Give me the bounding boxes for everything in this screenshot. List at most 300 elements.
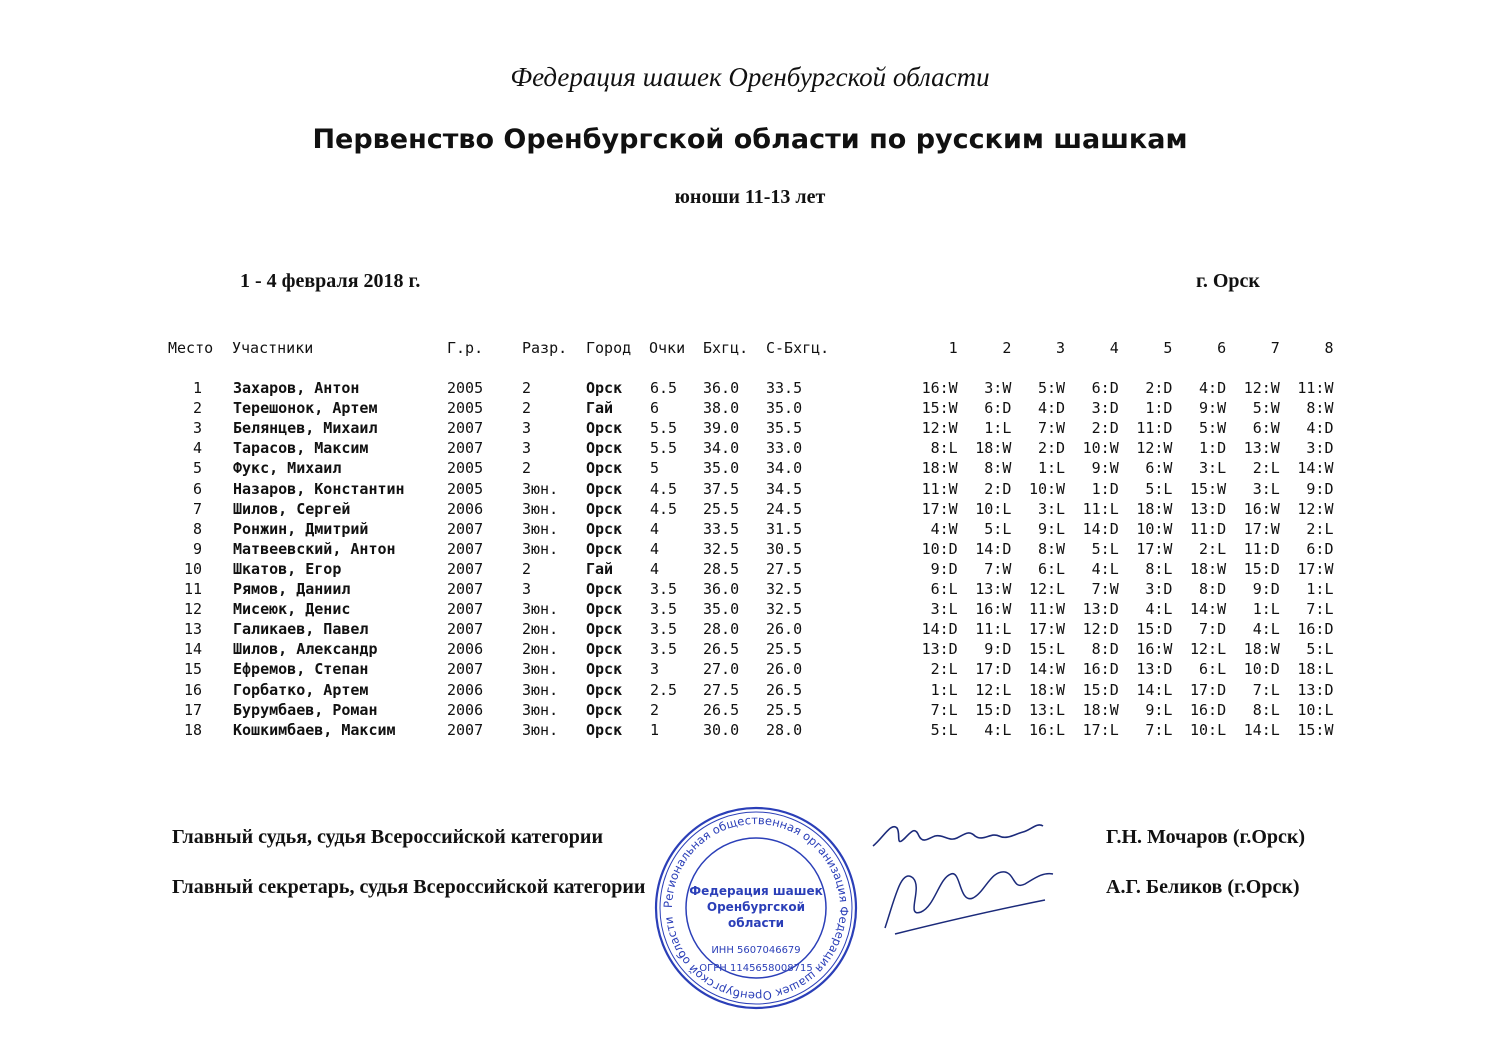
cell-round-result: 4:W	[930, 519, 958, 538]
cell-points: 6.5	[650, 379, 678, 397]
cell-round-result: 9:D	[1252, 580, 1280, 598]
cell-bh: 30.0	[703, 720, 740, 739]
cell-city: Орск	[586, 580, 623, 598]
cell-round-result: 9:W	[1091, 459, 1119, 478]
cell-round-result: 14:D	[975, 539, 1012, 558]
cell-city: Орск	[586, 519, 623, 538]
cell-round-result: 16:D	[1082, 660, 1119, 679]
cell-year: 2007	[447, 439, 484, 458]
cell-round-result: 17:W	[1243, 519, 1280, 538]
cell-round-result: 12:L	[1028, 580, 1066, 598]
cell-points: 4.5	[650, 479, 678, 498]
round-results	[904, 378, 1334, 398]
stamp-center-line1: Федерация шашек	[689, 884, 823, 898]
cell-round-result: 2:L	[1306, 519, 1334, 538]
cell-sbh: 33.5	[766, 379, 803, 397]
cell-round-result: 11:L	[1082, 499, 1119, 518]
cell-round-result: 9:L	[1037, 519, 1066, 538]
cell-city: Орск	[586, 459, 623, 478]
cell-round-result: 6:D	[984, 399, 1012, 418]
cell-round-result: 10:L	[1297, 700, 1334, 719]
cell-round-result: 1:D	[1091, 479, 1119, 498]
cell-rank: 2	[522, 399, 532, 418]
cell-year: 2007	[447, 519, 484, 538]
cell-round-result: 5:L	[1306, 640, 1334, 659]
cell-round-result: 1:L	[984, 419, 1012, 438]
cell-place: 4	[192, 439, 202, 458]
cell-round-result: 13:D	[921, 640, 958, 659]
cell-round-result: 15:D	[1136, 620, 1173, 639]
cell-round-result: 18:W	[975, 439, 1012, 458]
cell-round-result: 18:W	[1082, 700, 1119, 719]
cell-rank: 3юн.	[522, 680, 559, 699]
col-header-round: 5	[1163, 339, 1173, 357]
cell-round-result: 16:W	[921, 379, 958, 397]
stamp-center-line3: области	[728, 916, 784, 930]
cell-round-result: 12:L	[1190, 640, 1227, 659]
cell-place: 15	[183, 660, 202, 679]
cell-place: 5	[192, 459, 202, 478]
cell-round-result: 14:L	[1243, 720, 1280, 739]
cell-round-result: 15:W	[1190, 479, 1227, 498]
cell-rank: 3юн.	[522, 499, 559, 518]
cell-rank: 2	[522, 559, 532, 578]
cell-round-result: 15:D	[1082, 680, 1119, 699]
cell-round-result: 15:L	[1028, 640, 1066, 659]
cell-round-result: 8:W	[1037, 539, 1066, 558]
cell-round-result: 12:W	[1243, 379, 1280, 397]
cell-bh: 26.5	[703, 700, 740, 719]
cell-round-result: 2:L	[1252, 459, 1280, 478]
cell-year: 2005	[447, 379, 484, 397]
cell-round-result: 6:D	[1091, 379, 1119, 397]
cell-place: 17	[183, 700, 202, 719]
cell-round-result: 5:L	[984, 519, 1012, 538]
cell-round-result: 10:W	[1136, 519, 1173, 538]
cell-round-result: 16:W	[1243, 499, 1280, 518]
cell-city: Орск	[586, 640, 623, 659]
cell-points: 3.5	[650, 600, 678, 619]
cell-bh: 35.0	[703, 600, 740, 619]
cell-name: Тарасов, Максим	[233, 439, 369, 458]
cell-bh: 33.5	[703, 519, 740, 538]
cell-name: Бурумбаев, Роман	[233, 700, 378, 719]
cell-bh: 27.5	[703, 680, 740, 699]
cell-rank: 3	[522, 439, 532, 458]
cell-city: Орск	[586, 539, 623, 558]
cell-round-result: 7:W	[1091, 580, 1119, 598]
cell-rank: 3юн.	[522, 539, 559, 558]
cell-round-result: 18:W	[1190, 559, 1227, 578]
cell-round-result: 11:W	[1297, 379, 1334, 397]
cell-sbh: 25.5	[766, 640, 803, 659]
cell-place: 8	[192, 519, 202, 538]
cell-round-result: 8:D	[1199, 580, 1227, 598]
cell-year: 2007	[447, 419, 484, 438]
cell-round-result: 5:L	[1091, 539, 1119, 558]
page-title: Первенство Оренбургской области по русским шашкам	[312, 124, 1188, 155]
cell-round-result: 15:W	[1297, 720, 1334, 739]
round-results	[904, 659, 1334, 679]
cell-round-result: 4:L	[984, 720, 1012, 739]
table-row	[0, 700, 1500, 720]
cell-place: 7	[192, 499, 202, 518]
cell-place: 6	[192, 479, 202, 498]
chief-secretary-label: Главный секретарь, судья Всероссийской категории	[172, 876, 646, 898]
cell-round-result: 8:L	[930, 439, 958, 458]
cell-round-result: 1:L	[930, 680, 958, 699]
table-row	[0, 619, 1500, 639]
cell-round-result: 15:W	[921, 399, 958, 418]
cell-round-result: 8:W	[984, 459, 1012, 478]
cell-round-result: 13:W	[975, 580, 1012, 598]
round-results	[904, 700, 1334, 720]
cell-round-result: 11:D	[1243, 539, 1280, 558]
col-header-points: Очки	[649, 339, 686, 357]
cell-year: 2005	[447, 459, 484, 478]
cell-sbh: 26.5	[766, 680, 803, 699]
cell-rank: 2	[522, 459, 532, 478]
table-header	[0, 338, 1500, 358]
cell-round-result: 18:W	[1136, 499, 1173, 518]
cell-points: 3.5	[650, 580, 678, 598]
cell-round-result: 16:W	[975, 600, 1012, 619]
cell-round-result: 17:D	[1190, 680, 1227, 699]
cell-city: Орск	[586, 700, 623, 719]
cell-round-result: 7:L	[930, 700, 958, 719]
cell-name: Шкатов, Егор	[233, 559, 342, 578]
cell-round-result: 8:L	[1252, 700, 1280, 719]
cell-round-result: 8:L	[1145, 559, 1173, 578]
cell-bh: 32.5	[703, 539, 740, 558]
cell-round-result: 14:D	[1082, 519, 1119, 538]
cell-sbh: 26.0	[766, 660, 803, 679]
cell-round-result: 9:D	[984, 640, 1012, 659]
cell-rank: 3юн.	[522, 479, 559, 498]
round-results	[904, 458, 1334, 478]
cell-sbh: 26.0	[766, 620, 803, 639]
table-row	[0, 378, 1500, 398]
cell-bh: 28.0	[703, 620, 740, 639]
table-row	[0, 519, 1500, 539]
round-results	[904, 519, 1334, 539]
table-row	[0, 418, 1500, 438]
cell-sbh: 34.0	[766, 459, 803, 478]
table-row	[0, 398, 1500, 418]
cell-sbh: 24.5	[766, 499, 803, 518]
cell-rank: 2	[522, 379, 532, 397]
cell-round-result: 5:W	[1199, 419, 1227, 438]
cell-round-result: 3:L	[930, 600, 958, 619]
cell-name: Кошкимбаев, Максим	[233, 720, 396, 739]
chief-secretary-name: А.Г. Беликов (г.Орск)	[1106, 876, 1300, 898]
cell-round-result: 1:L	[1037, 459, 1066, 478]
round-results	[904, 479, 1334, 499]
cell-round-result: 3:D	[1145, 580, 1173, 598]
stamp-inn: ИНН 5607046679	[711, 945, 801, 956]
cell-place: 13	[183, 620, 202, 639]
cell-name: Ефремов, Степан	[233, 660, 369, 679]
cell-round-result: 4:D	[1037, 399, 1066, 418]
cell-place: 9	[192, 539, 202, 558]
cell-place: 16	[183, 680, 202, 699]
cell-round-result: 10:L	[1190, 720, 1227, 739]
cell-round-result: 17:D	[975, 660, 1012, 679]
cell-year: 2007	[447, 600, 484, 619]
page-subtitle: юноши 11-13 лет	[674, 186, 826, 208]
cell-round-result: 1:D	[1145, 399, 1173, 418]
cell-round-result: 17:W	[1028, 620, 1066, 639]
cell-name: Фукс, Михаил	[233, 459, 342, 478]
cell-bh: 36.0	[703, 379, 740, 397]
chief-judge-label: Главный судья, судья Всероссийской категории	[172, 826, 603, 848]
cell-round-result: 2:D	[1091, 419, 1119, 438]
cell-round-result: 11:D	[1190, 519, 1227, 538]
round-headers	[904, 338, 1334, 358]
cell-year: 2006	[447, 640, 484, 659]
cell-points: 5	[650, 459, 660, 478]
cell-name: Ронжин, Дмитрий	[233, 519, 369, 538]
cell-round-result: 4:L	[1145, 600, 1173, 619]
cell-points: 5.5	[650, 419, 678, 438]
cell-name: Галикаев, Павел	[233, 620, 369, 639]
cell-round-result: 15:D	[975, 700, 1012, 719]
cell-round-result: 10:W	[1082, 439, 1119, 458]
cell-points: 4	[650, 559, 660, 578]
cell-rank: 2юн.	[522, 640, 559, 659]
cell-round-result: 7:W	[1037, 419, 1066, 438]
cell-rank: 3юн.	[522, 720, 559, 739]
round-results	[904, 438, 1334, 458]
cell-sbh: 35.0	[766, 399, 803, 418]
table-row	[0, 479, 1500, 499]
col-header-round: 4	[1109, 339, 1119, 357]
cell-round-result: 14:W	[1297, 459, 1334, 478]
cell-place: 2	[192, 399, 202, 418]
stamp-ring-text: Региональная общественная организация Федерация шашек Оренбургской области	[660, 812, 852, 1004]
cell-round-result: 9:D	[930, 559, 958, 578]
cell-round-result: 7:D	[1199, 620, 1227, 639]
cell-city: Гай	[586, 399, 614, 418]
cell-place: 12	[183, 600, 202, 619]
cell-place: 11	[183, 580, 202, 598]
cell-round-result: 5:L	[930, 720, 958, 739]
table-row	[0, 539, 1500, 559]
cell-round-result: 7:L	[1252, 680, 1280, 699]
col-header-city: Город	[586, 339, 632, 357]
cell-round-result: 13:W	[1243, 439, 1280, 458]
cell-round-result: 18:W	[1243, 640, 1280, 659]
round-results	[904, 639, 1334, 659]
round-results	[904, 579, 1334, 599]
cell-round-result: 12:W	[1297, 499, 1334, 518]
cell-name: Матвеевский, Антон	[233, 539, 396, 558]
cell-round-result: 12:D	[1082, 620, 1119, 639]
cell-sbh: 27.5	[766, 559, 803, 578]
cell-sbh: 32.5	[766, 600, 803, 619]
cell-round-result: 7:L	[1306, 600, 1334, 619]
cell-bh: 35.0	[703, 459, 740, 478]
cell-round-result: 5:W	[1252, 399, 1280, 418]
cell-name: Горбатко, Артем	[233, 680, 369, 699]
cell-round-result: 16:L	[1028, 720, 1066, 739]
cell-year: 2006	[447, 499, 484, 518]
cell-points: 4.5	[650, 499, 678, 518]
cell-bh: 27.0	[703, 660, 740, 679]
cell-sbh: 34.5	[766, 479, 803, 498]
cell-bh: 25.5	[703, 499, 740, 518]
table-row	[0, 720, 1500, 740]
cell-name: Шилов, Сергей	[233, 499, 351, 518]
cell-round-result: 2:D	[984, 479, 1012, 498]
cell-points: 4	[650, 519, 660, 538]
cell-round-result: 13:D	[1082, 600, 1119, 619]
stamp-ogrn: ОГРН 1145658008715	[699, 963, 813, 974]
cell-round-result: 3:L	[1037, 499, 1066, 518]
cell-city: Орск	[586, 600, 623, 619]
cell-sbh: 28.0	[766, 720, 803, 739]
cell-round-result: 9:D	[1306, 479, 1334, 498]
table-row	[0, 639, 1500, 659]
cell-points: 3	[650, 660, 660, 679]
cell-sbh: 30.5	[766, 539, 803, 558]
cell-city: Орск	[586, 379, 623, 397]
cell-round-result: 2:L	[1199, 539, 1227, 558]
cell-round-result: 2:D	[1145, 379, 1173, 397]
cell-round-result: 13:L	[1028, 700, 1066, 719]
round-results	[904, 680, 1334, 700]
cell-year: 2007	[447, 539, 484, 558]
table-row	[0, 680, 1500, 700]
round-results	[904, 559, 1334, 579]
cell-rank: 3юн.	[522, 519, 559, 538]
cell-round-result: 17:W	[1136, 539, 1173, 558]
col-header-round: 7	[1270, 339, 1280, 357]
cell-round-result: 10:D	[1243, 660, 1280, 679]
signatures	[865, 808, 1065, 948]
table-row	[0, 579, 1500, 599]
cell-round-result: 4:L	[1252, 620, 1280, 639]
federation-name: Федерация шашек Оренбургской области	[510, 62, 990, 92]
cell-name: Белянцев, Михаил	[233, 419, 378, 438]
cell-rank: 3юн.	[522, 660, 559, 679]
round-results	[904, 720, 1334, 740]
col-header-round: 6	[1217, 339, 1227, 357]
cell-round-result: 12:W	[1136, 439, 1173, 458]
cell-name: Назаров, Константин	[233, 479, 405, 498]
col-header-round: 2	[1002, 339, 1012, 357]
cell-year: 2007	[447, 559, 484, 578]
cell-round-result: 1:D	[1199, 439, 1227, 458]
cell-sbh: 33.0	[766, 439, 803, 458]
cell-round-result: 1:L	[1306, 580, 1334, 598]
cell-round-result: 16:W	[1136, 640, 1173, 659]
cell-year: 2006	[447, 700, 484, 719]
cell-round-result: 18:W	[921, 459, 958, 478]
cell-name: Шилов, Александр	[233, 640, 378, 659]
cell-round-result: 4:D	[1306, 419, 1334, 438]
cell-round-result: 2:D	[1037, 439, 1066, 458]
event-date: 1 - 4 февраля 2018 г.	[240, 270, 421, 292]
cell-round-result: 3:D	[1306, 439, 1334, 458]
cell-round-result: 9:L	[1145, 700, 1173, 719]
cell-city: Орск	[586, 499, 623, 518]
cell-points: 5.5	[650, 439, 678, 458]
table-row	[0, 438, 1500, 458]
cell-round-result: 11:W	[1028, 600, 1066, 619]
cell-round-result: 13:D	[1297, 680, 1334, 699]
cell-year: 2007	[447, 620, 484, 639]
cell-points: 4	[650, 539, 660, 558]
cell-round-result: 6:W	[1252, 419, 1280, 438]
col-header-round: 8	[1324, 339, 1334, 357]
cell-round-result: 12:L	[975, 680, 1012, 699]
cell-place: 1	[192, 379, 202, 397]
cell-round-result: 15:D	[1243, 559, 1280, 578]
cell-round-result: 6:D	[1306, 539, 1334, 558]
cell-points: 6	[650, 399, 660, 418]
cell-name: Захаров, Антон	[233, 379, 360, 397]
cell-round-result: 3:D	[1091, 399, 1119, 418]
round-results	[904, 398, 1334, 418]
col-header-rank: Разр.	[522, 339, 568, 357]
cell-city: Орск	[586, 419, 623, 438]
col-header-buchholz: Бхгц.	[703, 339, 749, 357]
col-header-year: Г.р.	[447, 339, 484, 357]
cell-bh: 39.0	[703, 419, 740, 438]
cell-city: Орск	[586, 660, 623, 679]
cell-round-result: 1:L	[1252, 600, 1280, 619]
cell-round-result: 16:D	[1190, 700, 1227, 719]
cell-round-result: 3:W	[984, 379, 1012, 397]
cell-year: 2005	[447, 479, 484, 498]
cell-round-result: 8:D	[1091, 640, 1119, 659]
table-row	[0, 499, 1500, 519]
cell-rank: 3юн.	[522, 700, 559, 719]
col-header-sum-buchholz: С-Бхгц.	[766, 339, 830, 357]
cell-points: 3.5	[650, 640, 678, 659]
col-header-place: Место	[168, 339, 214, 357]
cell-bh: 28.5	[703, 559, 740, 578]
signature-judge	[873, 825, 1043, 846]
cell-city: Орск	[586, 680, 623, 699]
cell-name: Мисеюк, Денис	[233, 600, 351, 619]
cell-sbh: 25.5	[766, 700, 803, 719]
cell-round-result: 12:W	[921, 419, 958, 438]
cell-round-result: 4:D	[1199, 379, 1227, 397]
round-results	[904, 418, 1334, 438]
cell-name: Рямов, Даниил	[233, 580, 351, 598]
cell-round-result: 14:W	[1190, 600, 1227, 619]
cell-round-result: 14:D	[921, 620, 958, 639]
cell-round-result: 7:W	[984, 559, 1012, 578]
cell-round-result: 8:W	[1306, 399, 1334, 418]
col-header-name: Участники	[232, 339, 314, 357]
cell-round-result: 11:D	[1136, 419, 1173, 438]
cell-round-result: 6:L	[1037, 559, 1066, 578]
cell-round-result: 10:L	[975, 499, 1012, 518]
cell-round-result: 6:L	[930, 580, 958, 598]
round-results	[904, 599, 1334, 619]
cell-bh: 36.0	[703, 580, 740, 598]
cell-round-result: 5:W	[1037, 379, 1066, 397]
cell-place: 10	[183, 559, 202, 578]
cell-city: Гай	[586, 559, 614, 578]
cell-name: Терешонок, Артем	[233, 399, 378, 418]
cell-round-result: 3:L	[1252, 479, 1280, 498]
stamp-center-line2: Оренбургской	[706, 900, 806, 914]
cell-round-result: 3:L	[1199, 459, 1227, 478]
